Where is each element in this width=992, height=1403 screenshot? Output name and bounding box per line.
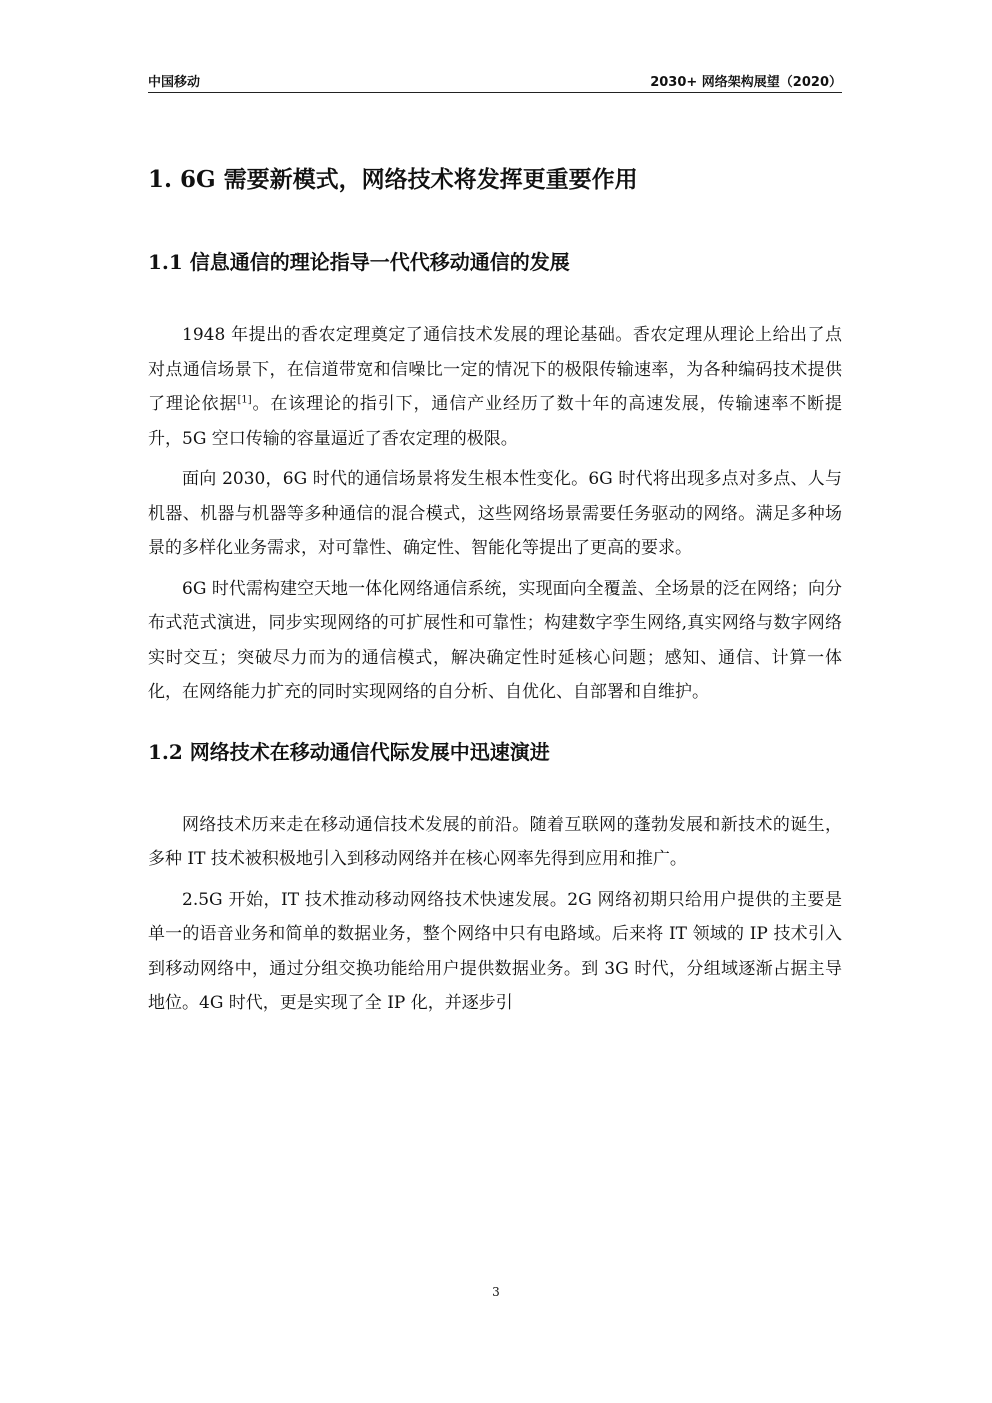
paragraph-shannon: [148, 318, 842, 456]
page-body: [148, 160, 842, 1027]
citation-reference: [1]: [237, 394, 252, 406]
paragraph-shannon-text-b: 。在该理论的指引下，通信产业经历了数十年的高速发展，传输速率不断提升，5G 空口传输的容量逼近了香农定理的极限。: [148, 394, 843, 449]
page-header: [148, 68, 842, 93]
paragraph-2030-scenarios: 面向 2030，6G 时代的通信场景将发生根本性变化。6G 时代将出现多点对多点、人与机器、机器与机器等多种通信的混合模式，这些网络场景需要任务驱动的网络。满足多种场景的多样化业务需求，对可靠性、确定性、智能化等提出了更高的要求。: [148, 469, 842, 558]
paragraph-6g-architecture: 6G 时代需构建空天地一体化网络通信系统，实现面向全覆盖、全场景的泛在网络；向分布式范式演进，同步实现网络的可扩展性和可靠性；构建数字孪生网络,真实网络与数字网络实时交互；突破尽力而为的通信模式，解决确定性时延核心问题；感知、通信、计算一体化，在网络能力扩充的同时实现网络的自分析、自优化、自部署和自维护。: [148, 578, 842, 702]
subsection-heading-1-1: 1.1 信息通信的理论指导一代代移动通信的发展: [148, 250, 570, 274]
paragraph-network-tech: 网络技术历来走在移动通信技术发展的前沿。随着互联网的蓬勃发展和新技术的诞生，多种 IT 技术被积极地引入到移动网络并在核心网率先得到应用和推广。: [148, 814, 842, 869]
subsection-heading-1-2: 1.2 网络技术在移动通信代际发展中迅速演进: [148, 739, 550, 764]
paragraph-shannon-text-a: 1948 年提出的香农定理奠定了通信技术发展的理论基础。香农定理从理论上给出了点对点通信场景下，在信道带宽和信噪比一定的情况下的极限传输速率，为各种编码技术提供了理论依据: [148, 325, 842, 414]
page-number: 3: [492, 1285, 500, 1299]
header-organization: 中国移动: [148, 75, 201, 90]
paragraph-2-5g-evolution: 2.5G 开始，IT 技术推动移动网络技术快速发展。2G 网络初期只给用户提供的主要是单一的语音业务和简单的数据业务，整个网络中只有电路域。后来将 IT 领域的 IP 技术引入到移动网络中，通过分组交换功能给用户提供数据业务。到 3G 时代，分组域逐渐占据主导地位。4G 时代，更是实现了全 IP 化，并逐步引: [148, 889, 842, 1013]
section-heading: 1. 6G 需要新模式，网络技术将发挥更重要作用: [148, 166, 638, 193]
header-document-title: 2030+ 网络架构展望（2020）: [650, 75, 842, 90]
